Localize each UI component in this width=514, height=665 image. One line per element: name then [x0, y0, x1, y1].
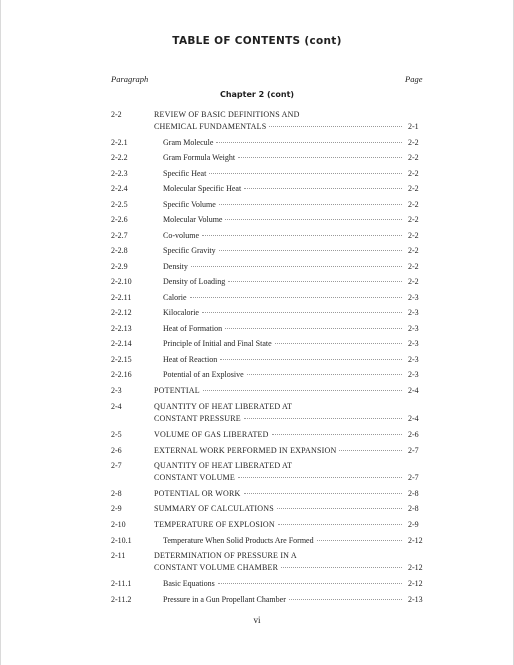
toc-entry	[1, 578, 514, 590]
toc-entry-number: 2-2.3	[111, 169, 128, 178]
toc-entry-number: 2-2.11	[111, 293, 132, 302]
page-title: TABLE OF CONTENTS (cont)	[172, 35, 342, 47]
toc-entry	[1, 385, 514, 397]
toc-entry	[1, 445, 514, 457]
toc-entry-title: Kilocalorie	[163, 308, 199, 317]
toc-entry-page: 2-7	[408, 473, 419, 482]
toc-entry-number: 2-11.2	[111, 595, 132, 604]
toc-entry	[1, 109, 514, 121]
toc-entry-number: 2-8	[111, 489, 122, 498]
toc-entry-number: 2-10.1	[111, 536, 132, 545]
toc-entry-title: Gram Formula Weight	[163, 153, 236, 162]
toc-entry-title: Specific Heat	[163, 169, 207, 178]
toc-entry	[1, 413, 514, 425]
toc-entry-number: 2-2.2	[111, 153, 128, 162]
page-column-header: Page	[405, 74, 423, 84]
toc-entry-page: 2-12	[408, 579, 423, 588]
toc-entry-title: POTENTIAL	[154, 386, 200, 395]
toc-entry	[1, 323, 514, 335]
toc-entry-number: 2-2.15	[111, 355, 132, 364]
toc-entry-number: 2-2.1	[111, 138, 128, 147]
toc-entry-title: Temperature When Solid Products Are Formed	[163, 536, 314, 545]
toc-entry-page: 2-3	[408, 324, 419, 333]
toc-entry-title: Molecular Specific Heat	[163, 184, 242, 193]
toc-entry	[1, 276, 514, 288]
toc-entry-page: 2-2	[408, 153, 419, 162]
toc-entry	[1, 354, 514, 366]
toc-entry-number: 2-7	[111, 461, 122, 470]
toc-entry-number: 2-2.9	[111, 262, 128, 271]
toc-entry-title: CHEMICAL FUNDAMENTALS	[154, 122, 267, 131]
toc-entry	[1, 550, 514, 562]
paragraph-column-header: Paragraph	[111, 74, 149, 84]
toc-entry-title-line1: QUANTITY OF HEAT LIBERATED AT	[154, 461, 293, 470]
toc-entry-page: 2-3	[408, 339, 419, 348]
toc-entry-page: 2-1	[408, 122, 419, 131]
toc-entry-page: 2-13	[408, 595, 423, 604]
toc-entry-number: 2-2.13	[111, 324, 132, 333]
toc-entry-number: 2-6	[111, 446, 122, 455]
toc-entry-number: 2-11	[111, 551, 126, 560]
toc-entry-title: Heat of Reaction	[163, 355, 218, 364]
toc-entry-title: Gram Molecule	[163, 138, 214, 147]
toc-entry-title: Calorie	[163, 293, 187, 302]
toc-entry-title: Co-volume	[163, 231, 199, 240]
toc-entry-number: 2-9	[111, 504, 122, 513]
toc-entry-title: CONSTANT VOLUME CHAMBER	[154, 563, 279, 572]
toc-entry-page: 2-2	[408, 246, 419, 255]
toc-entry	[1, 562, 514, 574]
toc-entry-page: 2-2	[408, 184, 419, 193]
toc-entry-title: SUMMARY OF CALCULATIONS	[154, 504, 274, 513]
toc-entry-page: 2-8	[408, 489, 419, 498]
toc-entry	[1, 292, 514, 304]
toc-entry-number: 2-5	[111, 430, 122, 439]
toc-entry	[1, 472, 514, 484]
toc-entry-page: 2-2	[408, 231, 419, 240]
toc-entry-page: 2-9	[408, 520, 419, 529]
toc-entry	[1, 460, 514, 472]
toc-entry-page: 2-2	[408, 169, 419, 178]
toc-entry	[1, 152, 514, 164]
toc-entry-page: 2-6	[408, 430, 419, 439]
toc-entry-page: 2-2	[408, 262, 419, 271]
toc-entry-title: Density of Loading	[163, 277, 226, 286]
toc-entry-page: 2-2	[408, 277, 419, 286]
toc-entry	[1, 261, 514, 273]
toc-entry-title: CONSTANT PRESSURE	[154, 414, 241, 423]
toc-entry-page: 2-3	[408, 355, 419, 364]
toc-entry-title: VOLUME OF GAS LIBERATED	[154, 430, 269, 439]
toc-entry	[1, 338, 514, 350]
toc-entry	[1, 307, 514, 319]
toc-entry	[1, 199, 514, 211]
toc-entry-title: Specific Volume	[163, 200, 216, 209]
toc-entry	[1, 401, 514, 413]
toc-entry-title: Basic Equations	[163, 579, 215, 588]
toc-entry-page: 2-8	[408, 504, 419, 513]
toc-entry-title: Density	[163, 262, 188, 271]
toc-entry	[1, 121, 514, 133]
toc-entry-number: 2-2.6	[111, 215, 128, 224]
toc-entry	[1, 594, 514, 606]
toc-entry-number: 2-4	[111, 402, 122, 411]
toc-entry-page: 2-4	[408, 414, 419, 423]
toc-entry-page: 2-2	[408, 138, 419, 147]
toc-entry-page: 2-7	[408, 446, 419, 455]
toc-entry-number: 2-2.12	[111, 308, 132, 317]
toc-entry-title: Specific Gravity	[163, 246, 216, 255]
toc-entry-title-line1: DETERMINATION OF PRESSURE IN A	[154, 551, 297, 560]
chapter-heading: Chapter 2 (cont)	[219, 90, 295, 99]
toc-entry-number: 2-2.16	[111, 370, 132, 379]
toc-entry-number: 2-2.4	[111, 184, 128, 193]
toc-entry-number: 2-2	[111, 110, 122, 119]
toc-entry-number: 2-2.14	[111, 339, 132, 348]
toc-entry-number: 2-2.7	[111, 231, 128, 240]
toc-entry-number: 2-2.10	[111, 277, 132, 286]
toc-entry-title: POTENTIAL OR WORK	[154, 489, 241, 498]
toc-entry-title: Principle of Initial and Final State	[163, 339, 272, 348]
toc-entry-title-line1: QUANTITY OF HEAT LIBERATED AT	[154, 402, 293, 411]
toc-entry-title-line1: REVIEW OF BASIC DEFINITIONS AND	[154, 110, 300, 119]
toc-entry	[1, 137, 514, 149]
toc-entry-page: 2-2	[408, 200, 419, 209]
toc-entry-title: Potential of an Explosive	[163, 370, 244, 379]
toc-entry	[1, 183, 514, 195]
toc-entry-title: EXTERNAL WORK PERFORMED IN EXPANSION	[154, 446, 337, 455]
toc-entry	[1, 230, 514, 242]
toc-entry	[1, 488, 514, 500]
toc-entry	[1, 519, 514, 531]
toc-entry	[1, 429, 514, 441]
toc-entry-title: Heat of Formation	[163, 324, 223, 333]
toc-entry-number: 2-2.8	[111, 246, 128, 255]
toc-entry-page: 2-3	[408, 308, 419, 317]
toc-entry-number: 2-11.1	[111, 579, 132, 588]
toc-entry-page: 2-3	[408, 370, 419, 379]
toc-entry-page: 2-4	[408, 386, 419, 395]
toc-entry-page: 2-12	[408, 536, 423, 545]
toc-entry-number: 2-3	[111, 386, 122, 395]
toc-entry	[1, 369, 514, 381]
toc-entry-page: 2-2	[408, 215, 419, 224]
toc-entry	[1, 168, 514, 180]
toc-entry-title: CONSTANT VOLUME	[154, 473, 235, 482]
toc-entry	[1, 503, 514, 515]
toc-entry-title: TEMPERATURE OF EXPLOSION	[154, 520, 275, 529]
page-number: vi	[253, 615, 261, 625]
toc-entry-number: 2-2.5	[111, 200, 128, 209]
toc-entry-page: 2-3	[408, 293, 419, 302]
toc-entry-page: 2-12	[408, 563, 423, 572]
toc-entry	[1, 214, 514, 226]
toc-entry-title: Molecular Volume	[163, 215, 223, 224]
toc-entry	[1, 245, 514, 257]
toc-entry-number: 2-10	[111, 520, 126, 529]
toc-entry	[1, 535, 514, 547]
toc-entry-title: Pressure in a Gun Propellant Chamber	[163, 595, 286, 604]
